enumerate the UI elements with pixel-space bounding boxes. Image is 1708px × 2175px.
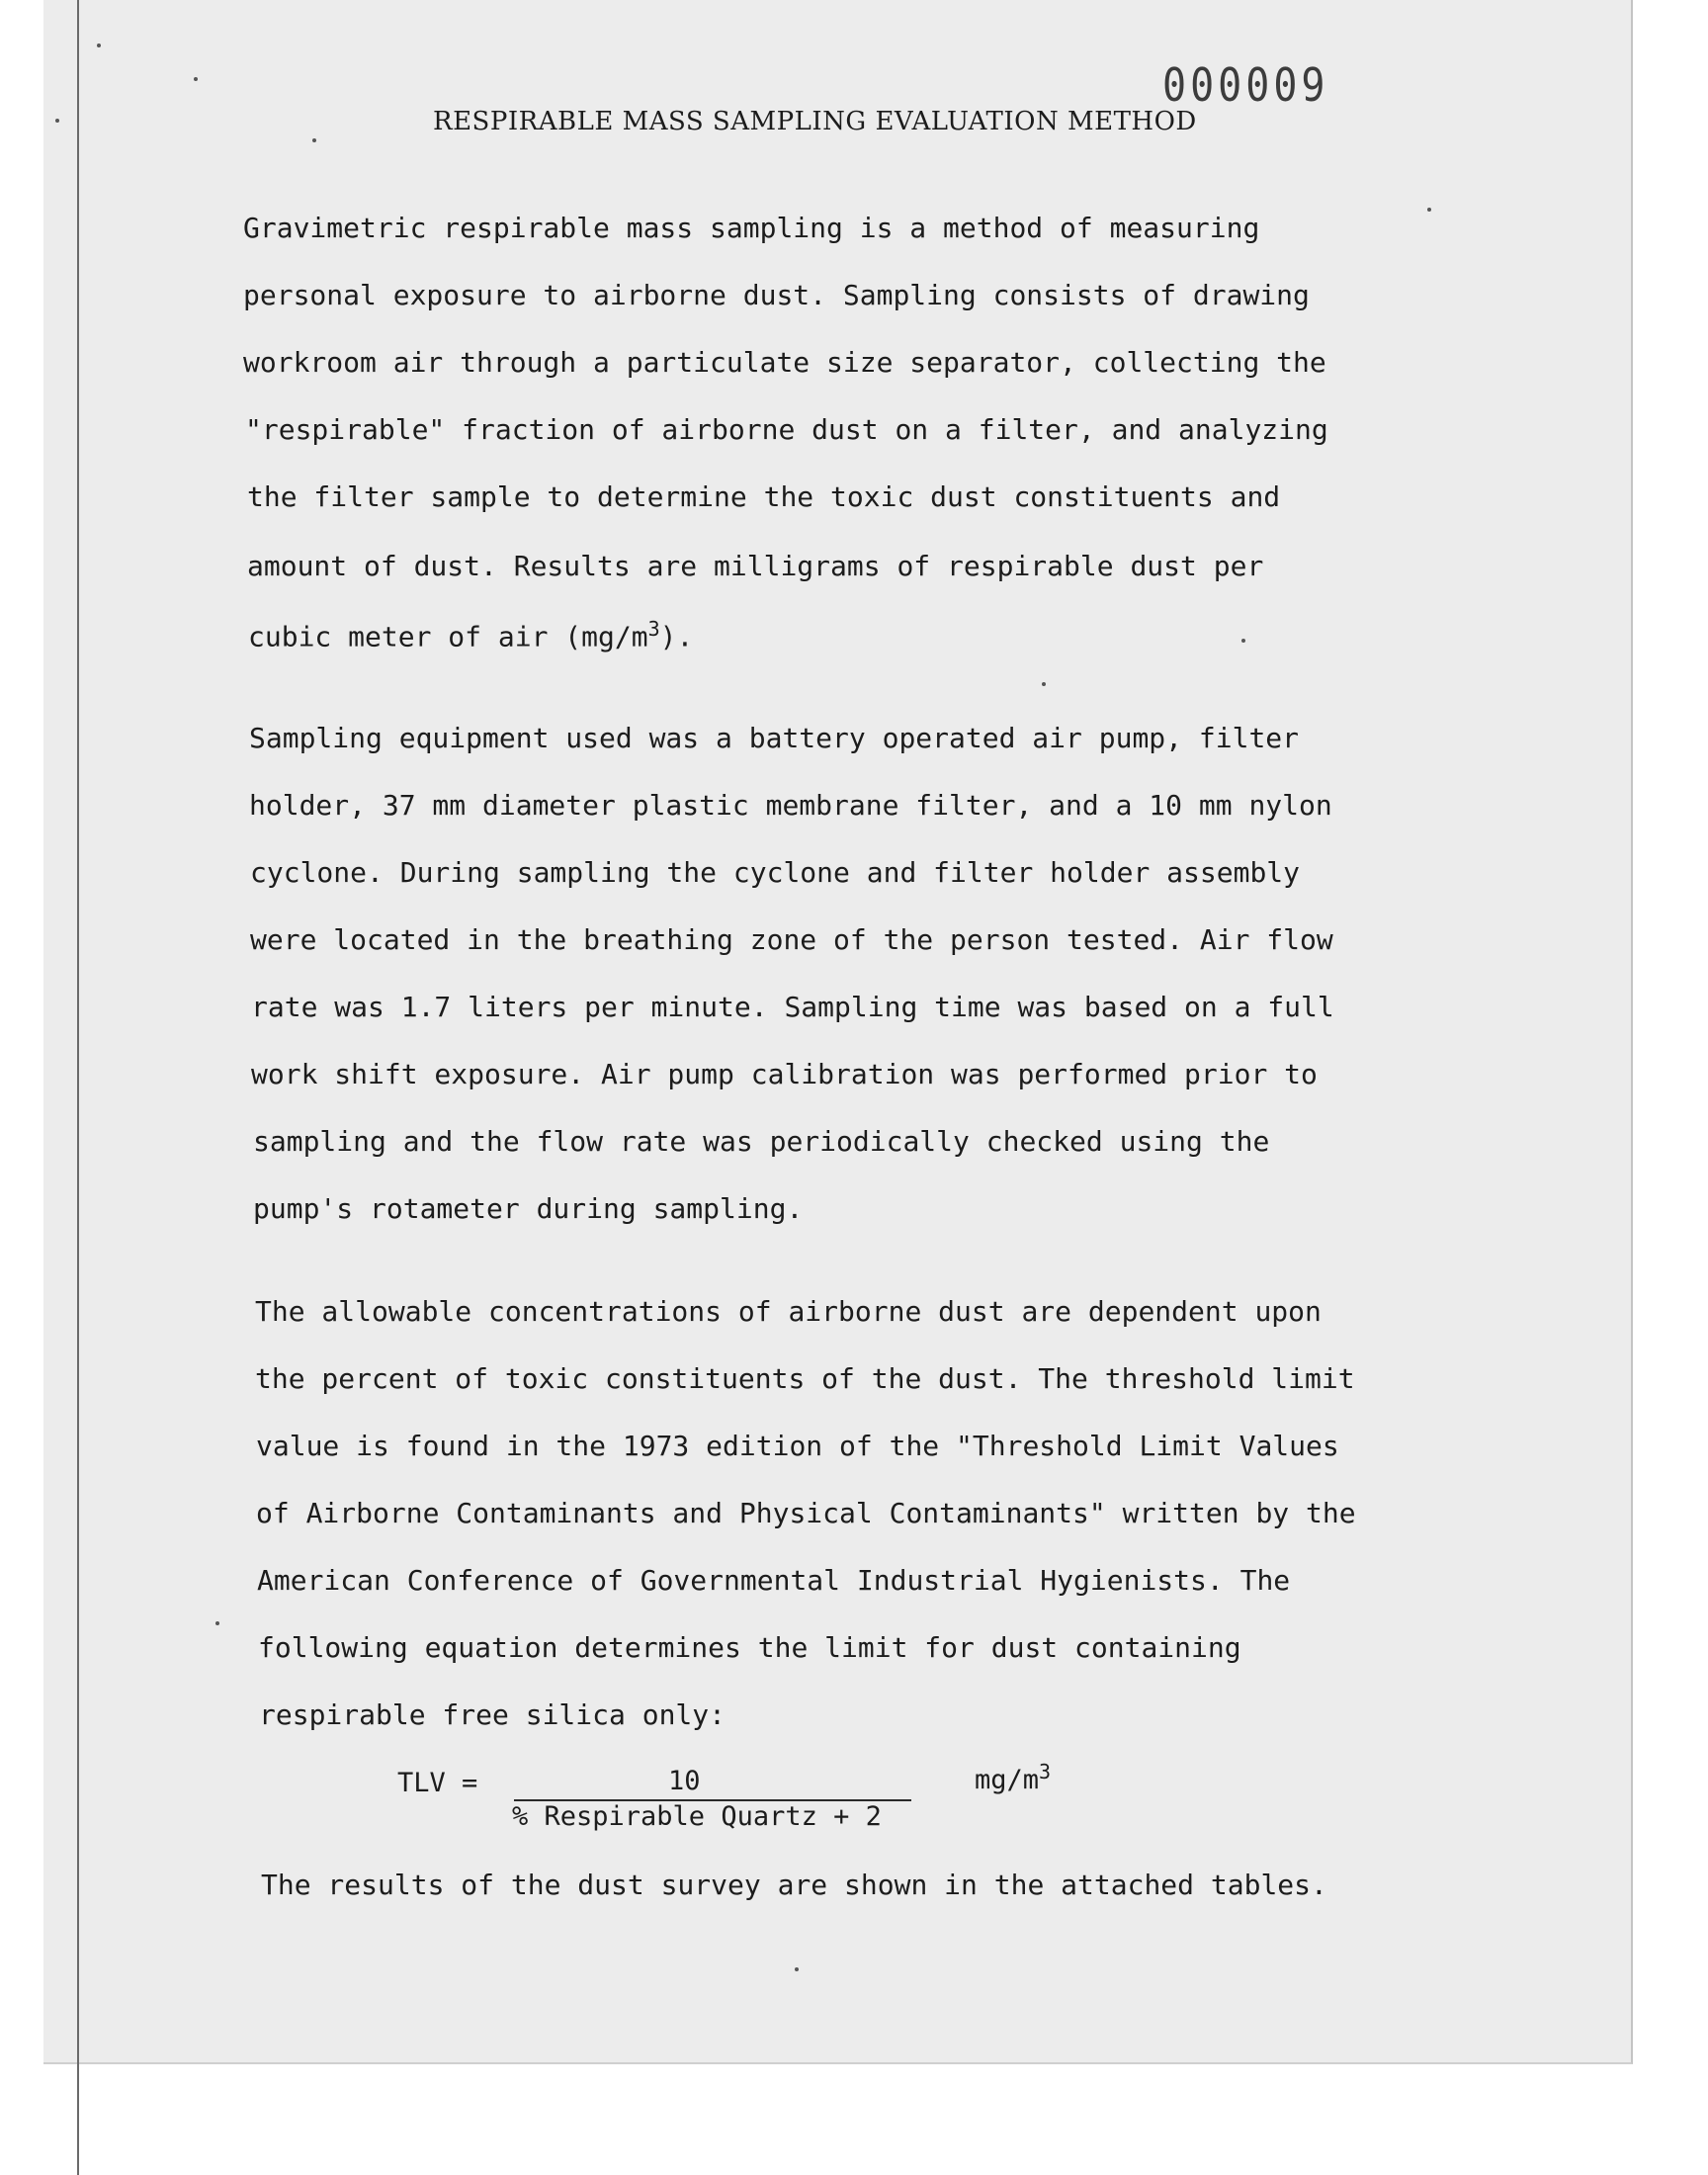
paragraph-1-last-text: cubic meter of air (mg/m xyxy=(248,620,648,653)
scan-speck xyxy=(1427,208,1431,212)
paragraph-2-line: holder, 37 mm diameter plastic membrane filter, and a 10 mm nylon xyxy=(249,789,1332,822)
paragraph-3-line: respirable free silica only: xyxy=(259,1698,726,1731)
paragraph-3-line: American Conference of Governmental Industrial Hygienists. The xyxy=(257,1564,1291,1597)
paragraph-2-line: Sampling equipment used was a battery operated air pump, filter xyxy=(249,722,1300,754)
paragraph-2-line: sampling and the flow rate was periodically checked using the xyxy=(253,1125,1270,1158)
formula-label: TLV = xyxy=(397,1768,478,1798)
formula-denominator: % Respirable Quartz + 2 xyxy=(512,1801,882,1832)
paragraph-3-line: value is found in the 1973 edition of the "Threshold Limit Values xyxy=(256,1430,1339,1462)
left-margin-rule xyxy=(77,0,79,2175)
paragraph-1-line: personal exposure to airborne dust. Sampling consists of drawing xyxy=(243,279,1310,311)
paragraph-3-line: following equation determines the limit for dust containing xyxy=(258,1631,1241,1664)
page-number-stamp: 000009 xyxy=(1162,59,1329,113)
paragraph-3-line: the percent of toxic constituents of the dust. The threshold limit xyxy=(255,1362,1355,1395)
scan-speck xyxy=(312,138,316,142)
paragraph-1-last-line xyxy=(248,617,693,652)
paragraph-1-line: the filter sample to determine the toxic dust constituents and xyxy=(247,480,1281,513)
formula-numerator: 10 xyxy=(668,1766,701,1796)
scan-speck xyxy=(215,1621,219,1625)
paragraph-2-line: rate was 1.7 liters per minute. Sampling time was based on a full xyxy=(251,991,1334,1023)
paragraph-2-line: cyclone. During sampling the cyclone and filter holder assembly xyxy=(250,856,1301,889)
closing-sentence: The results of the dust survey are shown in the attached tables. xyxy=(261,1869,1327,1901)
paragraph-2-line: were located in the breathing zone of the person tested. Air flow xyxy=(250,923,1333,956)
document-title: RESPIRABLE MASS SAMPLING EVALUATION METHOD xyxy=(433,107,1197,136)
formula-units-superscript: 3 xyxy=(1039,1760,1052,1784)
paragraph-2-line: work shift exposure. Air pump calibration was performed prior to xyxy=(251,1058,1318,1090)
formula-units-text: mg/m xyxy=(975,1765,1040,1795)
paragraph-1-line: workroom air through a particulate size separator, collecting the xyxy=(243,346,1326,379)
superscript-three: 3 xyxy=(647,617,660,641)
scan-speck xyxy=(194,77,198,81)
paragraph-1-line: Gravimetric respirable mass sampling is a method of measuring xyxy=(243,212,1260,244)
paragraph-1-line: "respirable" fraction of airborne dust on a filter, and analyzing xyxy=(245,413,1328,446)
scan-speck xyxy=(1241,639,1245,643)
scan-speck xyxy=(97,44,101,47)
paragraph-3-line: of Airborne Contaminants and Physical Contaminants" written by the xyxy=(256,1497,1356,1529)
scan-speck xyxy=(795,1967,799,1971)
paragraph-1-last-tail: ). xyxy=(659,620,694,653)
paragraph-1-line: amount of dust. Results are milligrams of respirable dust per xyxy=(247,550,1264,582)
paragraph-3-line: The allowable concentrations of airborne dust are dependent upon xyxy=(255,1295,1322,1328)
scan-speck xyxy=(55,119,59,123)
formula-units xyxy=(975,1760,1051,1795)
scan-speck xyxy=(1042,682,1046,686)
paragraph-2-line: pump's rotameter during sampling. xyxy=(253,1192,804,1225)
